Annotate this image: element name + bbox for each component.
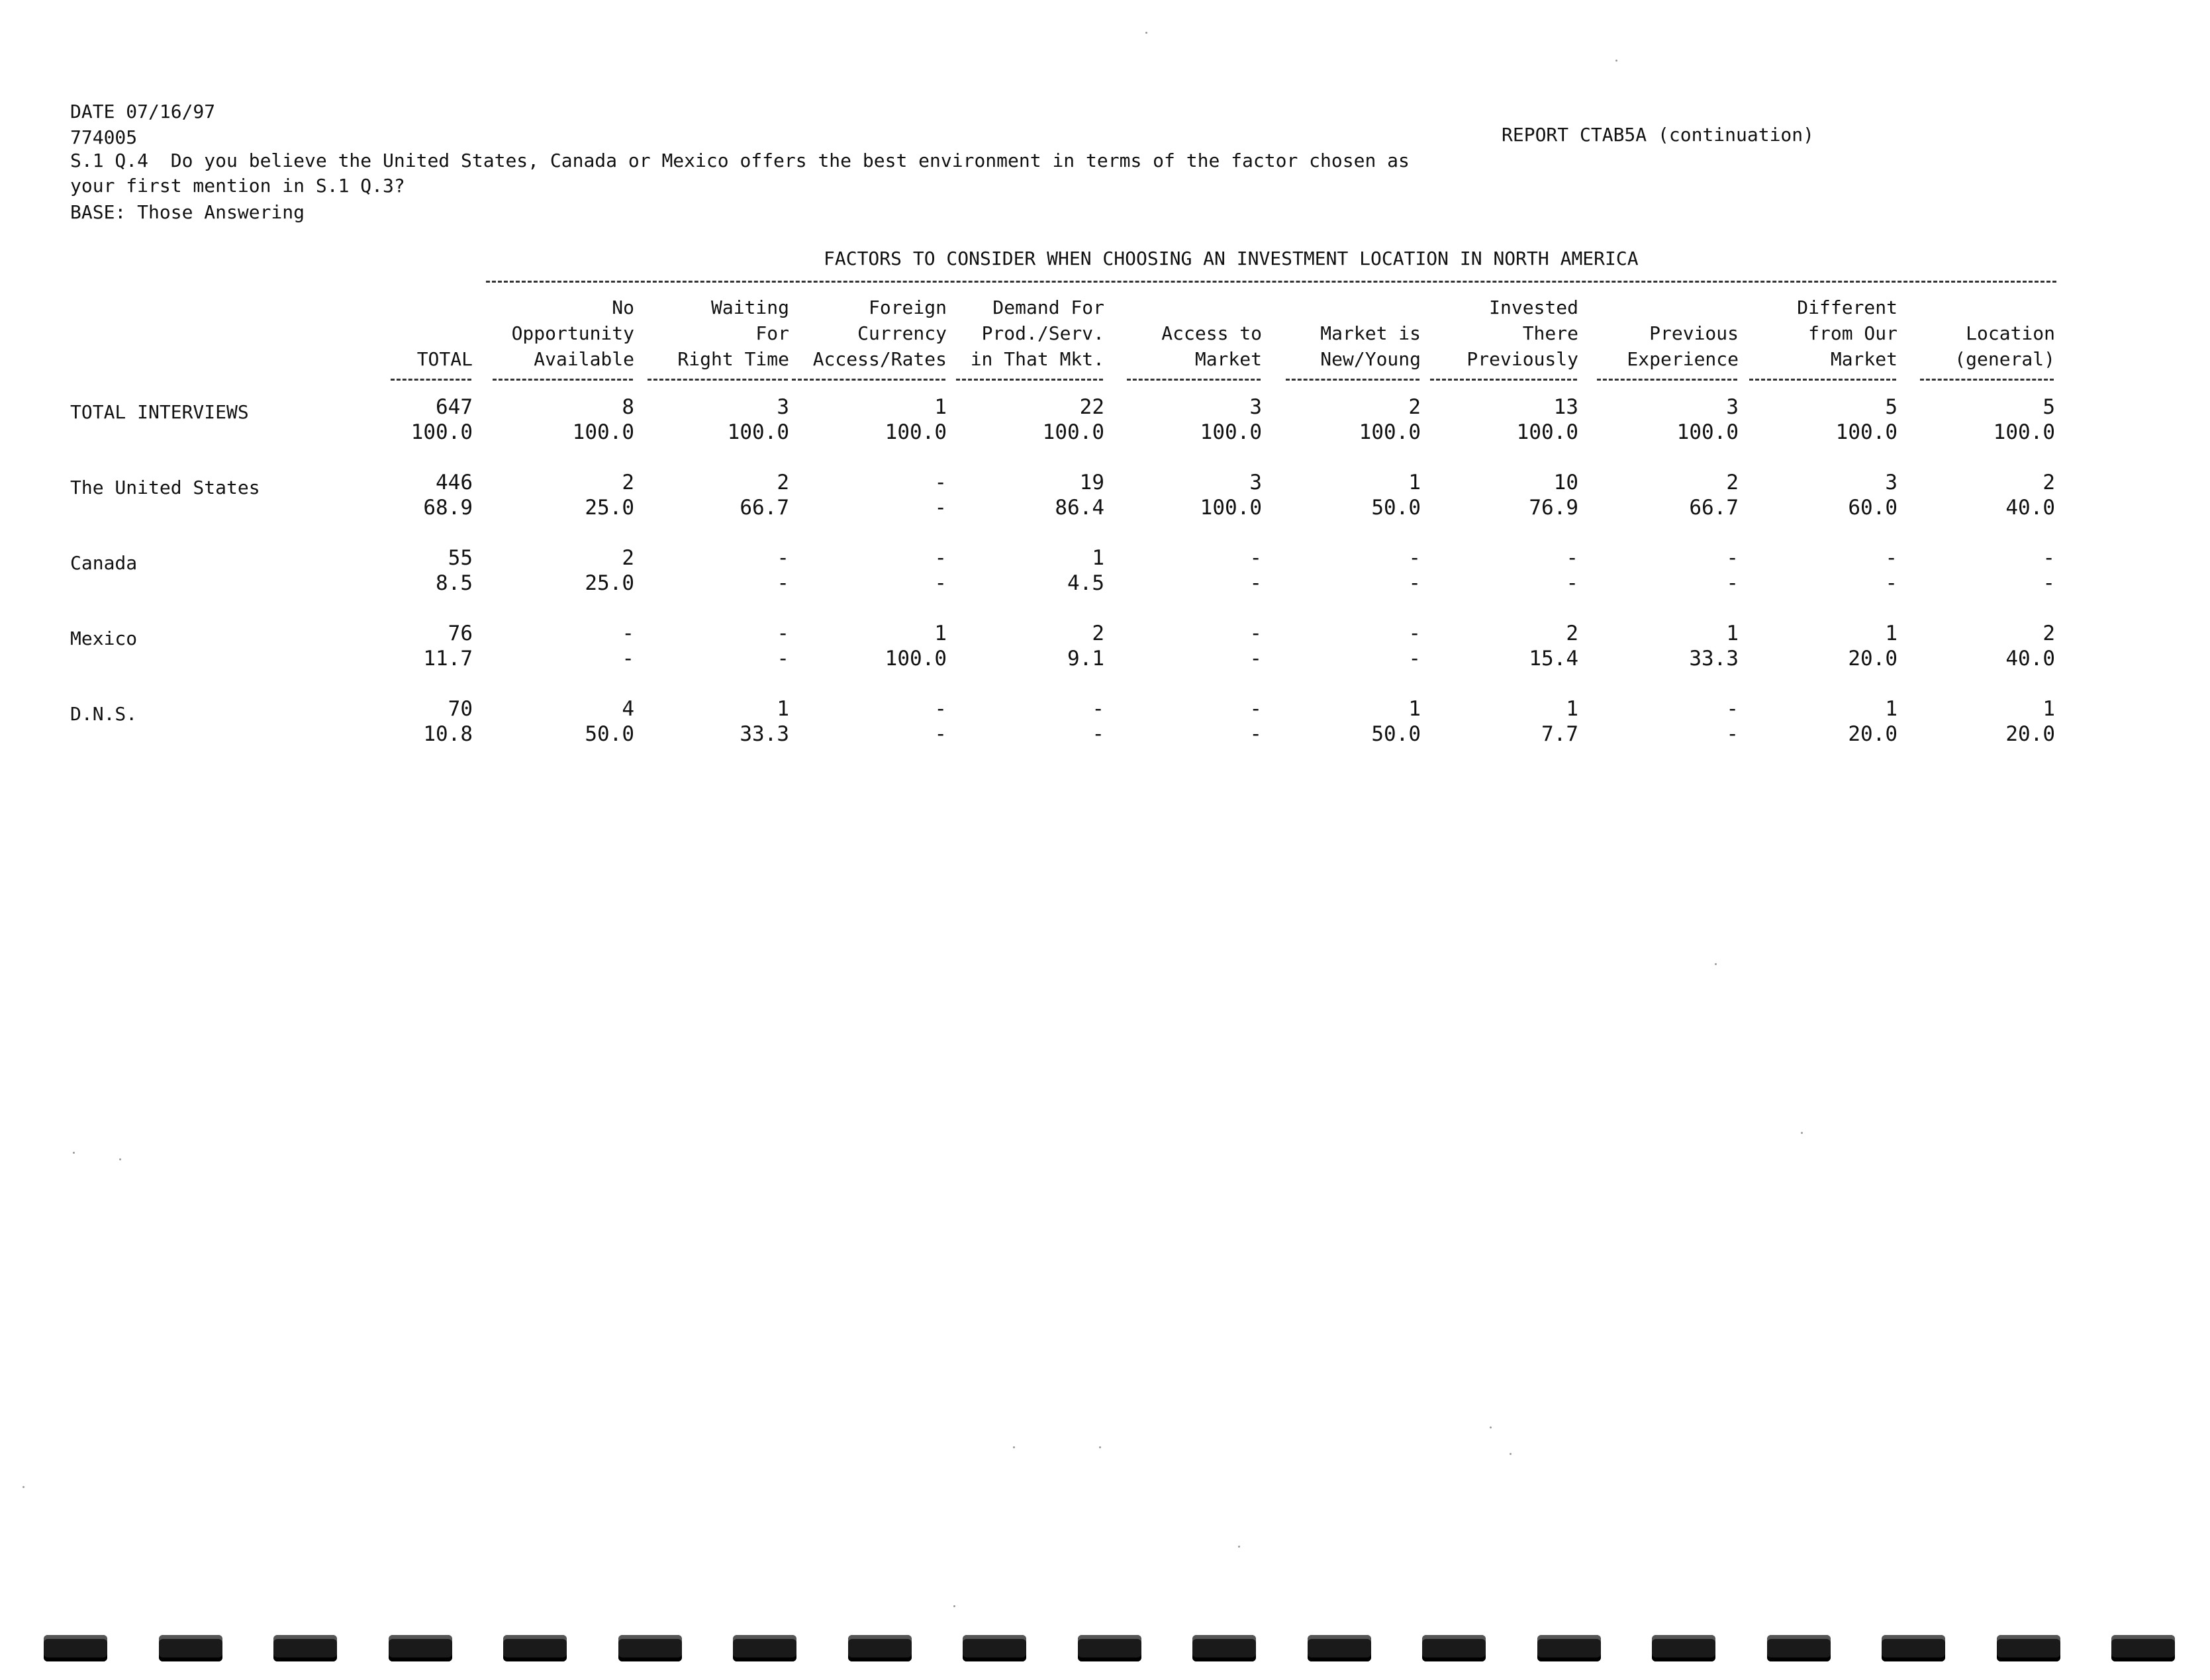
percent-cell: - — [1092, 722, 1104, 746]
count-cell: 1 — [1885, 622, 1898, 645]
percent-cell: 66.7 — [1689, 496, 1739, 520]
perforation-bar — [1078, 1635, 1141, 1661]
column-header-line: (general) — [1954, 348, 2055, 370]
percent-cell: 40.0 — [2005, 647, 2055, 671]
percent-cell: 100.0 — [410, 420, 473, 444]
count-cell: 1 — [1408, 697, 1421, 721]
column-header-7 — [1426, 295, 1578, 372]
count-cell: 1 — [934, 395, 947, 419]
question-line-2: your first mention in S.1 Q.3? — [70, 175, 405, 197]
count-cell: - — [2042, 546, 2055, 570]
percent-cell: - — [1408, 647, 1421, 671]
scan-speck — [1099, 1446, 1101, 1448]
column-header-3 — [788, 295, 947, 372]
perforation-bar — [1422, 1635, 1486, 1661]
count-cell: - — [1726, 697, 1739, 721]
percent-cell: 50.0 — [1371, 722, 1421, 746]
percent-cell: - — [1566, 571, 1578, 595]
column-header-8 — [1593, 295, 1739, 372]
column-header-line: For — [755, 322, 789, 344]
count-cell: 2 — [622, 471, 634, 494]
count-cell: - — [1566, 546, 1578, 570]
banner-rule — [486, 281, 2056, 283]
percent-cell: 100.0 — [1993, 420, 2055, 444]
percent-cell: - — [1249, 571, 1262, 595]
perforation-bar — [1308, 1635, 1371, 1661]
column-underline — [391, 379, 471, 381]
perforation-strip — [0, 1635, 2210, 1667]
column-header-line: Invested — [1489, 297, 1578, 318]
count-cell: 76 — [448, 622, 473, 645]
column-header-4 — [952, 295, 1104, 372]
percent-cell: 66.7 — [740, 496, 789, 520]
percent-cell: 100.0 — [1200, 420, 1262, 444]
perforation-bar — [618, 1635, 682, 1661]
percent-cell: 8.5 — [436, 571, 473, 595]
count-cell: 2 — [1566, 622, 1578, 645]
perforation-bar — [1767, 1635, 1831, 1661]
count-cell: 2 — [1408, 395, 1421, 419]
scan-speck — [1145, 32, 1147, 34]
count-cell: - — [1885, 546, 1898, 570]
column-underline — [1597, 379, 1737, 381]
column-header-line: Access/Rates — [812, 348, 947, 370]
count-cell: 19 — [1079, 471, 1104, 494]
column-header-line: Different — [1797, 297, 1898, 318]
scan-speck — [119, 1158, 121, 1160]
count-cell: 13 — [1553, 395, 1578, 419]
percent-cell: - — [1249, 647, 1262, 671]
perforation-bar — [2111, 1635, 2175, 1661]
column-header-line: Available — [534, 348, 634, 370]
row-label: Canada — [70, 552, 138, 574]
perforation-bar — [848, 1635, 912, 1661]
percent-cell: 50.0 — [1371, 496, 1421, 520]
count-cell: 1 — [1566, 697, 1578, 721]
base-note: BASE: Those Answering — [70, 201, 305, 223]
count-cell: - — [777, 622, 789, 645]
row-label: D.N.S. — [70, 703, 138, 725]
column-header-line: Prod./Serv. — [981, 322, 1104, 344]
column-header-line: Currency — [857, 322, 947, 344]
column-header-line: Location — [1966, 322, 2055, 344]
report-date: DATE 07/16/97 — [70, 101, 216, 122]
count-cell: 8 — [622, 395, 634, 419]
scan-speck — [1801, 1132, 1803, 1134]
column-header-line: Waiting — [710, 297, 789, 318]
perforation-bar — [503, 1635, 567, 1661]
report-id: REPORT CTAB5A (continuation) — [1502, 124, 1815, 146]
count-cell: 5 — [1885, 395, 1898, 419]
count-cell: 2 — [2042, 622, 2055, 645]
percent-cell: 100.0 — [885, 647, 947, 671]
column-underline — [1430, 379, 1577, 381]
perforation-bar — [1192, 1635, 1256, 1661]
percent-cell: - — [934, 571, 947, 595]
row-label: The United States — [70, 477, 260, 498]
percent-cell: 60.0 — [1848, 496, 1898, 520]
percent-cell: 50.0 — [585, 722, 634, 746]
count-cell: 1 — [1092, 546, 1104, 570]
count-cell: - — [1726, 546, 1739, 570]
percent-cell: 33.3 — [740, 722, 789, 746]
count-cell: 3 — [777, 395, 789, 419]
percent-cell: 100.0 — [1516, 420, 1578, 444]
column-underline — [1920, 379, 2054, 381]
column-header-line: Access to — [1161, 322, 1262, 344]
percent-cell: - — [934, 496, 947, 520]
question-text — [70, 148, 1410, 199]
perforation-bar — [1537, 1635, 1601, 1661]
percent-cell: 86.4 — [1055, 496, 1104, 520]
column-header-line: Previously — [1466, 348, 1578, 370]
column-header-line: Market is — [1320, 322, 1421, 344]
percent-cell: 76.9 — [1529, 496, 1578, 520]
question-line-1: S.1 Q.4 Do you believe the United States, Canada or Mexico offers the best environment in terms of the factor chosen as — [70, 150, 1410, 171]
percent-cell: - — [934, 722, 947, 746]
count-cell: 2 — [2042, 471, 2055, 494]
percent-cell: 100.0 — [885, 420, 947, 444]
column-underline — [956, 379, 1103, 381]
perforation-bar — [273, 1635, 337, 1661]
percent-cell: 100.0 — [1676, 420, 1739, 444]
count-cell: 2 — [777, 471, 789, 494]
job-number: 774005 — [70, 126, 138, 148]
percent-cell: 40.0 — [2005, 496, 2055, 520]
perforation-bar — [44, 1635, 107, 1661]
count-cell: - — [934, 471, 947, 494]
percent-cell: 25.0 — [585, 496, 634, 520]
count-cell: 70 — [448, 697, 473, 721]
count-cell: 3 — [1249, 471, 1262, 494]
perforation-bar — [1652, 1635, 1715, 1661]
count-cell: 22 — [1079, 395, 1104, 419]
count-cell: - — [1092, 697, 1104, 721]
count-cell: 446 — [436, 471, 473, 494]
percent-cell: 7.7 — [1541, 722, 1578, 746]
scan-speck — [1510, 1453, 1512, 1455]
count-cell: 3 — [1726, 395, 1739, 419]
column-header-line: There — [1522, 322, 1578, 344]
column-underline — [792, 379, 945, 381]
scan-speck — [1013, 1446, 1015, 1448]
column-header-10 — [1916, 295, 2055, 372]
scan-speck — [953, 1605, 955, 1607]
column-header-line: Experience — [1627, 348, 1739, 370]
column-underline — [1286, 379, 1419, 381]
count-cell: 10 — [1553, 471, 1578, 494]
count-cell: 1 — [1408, 471, 1421, 494]
percent-cell: 33.3 — [1689, 647, 1739, 671]
count-cell: - — [934, 697, 947, 721]
banner-title: FACTORS TO CONSIDER WHEN CHOOSING AN INVESTMENT LOCATION IN NORTH AMERICA — [824, 248, 1639, 269]
row-label: Mexico — [70, 628, 138, 649]
scan-speck — [1715, 963, 1717, 965]
percent-cell: 10.8 — [423, 722, 473, 746]
scan-speck — [23, 1486, 24, 1488]
column-header-line: TOTAL — [416, 348, 473, 370]
scan-speck — [73, 1152, 75, 1154]
column-underline — [1127, 379, 1261, 381]
count-cell: 55 — [448, 546, 473, 570]
row-label: TOTAL INTERVIEWS — [70, 401, 249, 423]
scan-speck — [1615, 60, 1617, 62]
count-cell: 1 — [2042, 697, 2055, 721]
count-cell: 3 — [1885, 471, 1898, 494]
percent-cell: - — [1726, 571, 1739, 595]
column-header-1 — [489, 295, 634, 372]
column-header-line: Previous — [1649, 322, 1739, 344]
count-cell: 1 — [777, 697, 789, 721]
column-header-line: from Our — [1808, 322, 1898, 344]
scan-speck — [1238, 1546, 1240, 1548]
count-cell: - — [1249, 697, 1262, 721]
count-cell: 3 — [1249, 395, 1262, 419]
column-underline — [648, 379, 788, 381]
percent-cell: - — [622, 647, 634, 671]
perforation-bar — [963, 1635, 1026, 1661]
column-header-line: Demand For — [992, 297, 1104, 318]
column-header-0 — [387, 295, 473, 372]
count-cell: 5 — [2042, 395, 2055, 419]
count-cell: - — [934, 546, 947, 570]
percent-cell: 68.9 — [423, 496, 473, 520]
percent-cell: 100.0 — [1359, 420, 1421, 444]
percent-cell: - — [777, 647, 789, 671]
percent-cell: 100.0 — [572, 420, 634, 444]
column-underline — [493, 379, 633, 381]
column-header-5 — [1123, 295, 1262, 372]
column-header-2 — [644, 295, 789, 372]
count-cell: - — [1249, 622, 1262, 645]
percent-cell: 20.0 — [1848, 647, 1898, 671]
count-cell: - — [622, 622, 634, 645]
percent-cell: - — [777, 571, 789, 595]
percent-cell: 9.1 — [1067, 647, 1104, 671]
column-header-line: Market — [1830, 348, 1898, 370]
perforation-bar — [1882, 1635, 1945, 1661]
percent-cell: 20.0 — [1848, 722, 1898, 746]
column-header-line: New/Young — [1320, 348, 1421, 370]
column-header-line: No — [612, 297, 634, 318]
count-cell: 1 — [934, 622, 947, 645]
perforation-bar — [1997, 1635, 2060, 1661]
count-cell: - — [1408, 546, 1421, 570]
column-header-line: Market — [1194, 348, 1262, 370]
count-cell: 2 — [622, 546, 634, 570]
count-cell: 647 — [436, 395, 473, 419]
percent-cell: - — [1885, 571, 1898, 595]
percent-cell: 100.0 — [1200, 496, 1262, 520]
column-header-line: Right Time — [677, 348, 789, 370]
count-cell: 1 — [1726, 622, 1739, 645]
percent-cell: 11.7 — [423, 647, 473, 671]
perforation-bar — [389, 1635, 452, 1661]
perforation-bar — [733, 1635, 796, 1661]
percent-cell: 15.4 — [1529, 647, 1578, 671]
percent-cell: 100.0 — [1042, 420, 1104, 444]
percent-cell: - — [1249, 722, 1262, 746]
count-cell: 2 — [1726, 471, 1739, 494]
count-cell: - — [1249, 546, 1262, 570]
count-cell: - — [777, 546, 789, 570]
percent-cell: - — [2042, 571, 2055, 595]
percent-cell: 25.0 — [585, 571, 634, 595]
column-header-line: Foreign — [868, 297, 947, 318]
column-header-line: Opportunity — [511, 322, 634, 344]
column-header-9 — [1745, 295, 1898, 372]
count-cell: 2 — [1092, 622, 1104, 645]
scan-speck — [1490, 1426, 1492, 1428]
percent-cell: - — [1726, 722, 1739, 746]
count-cell: 1 — [1885, 697, 1898, 721]
column-header-6 — [1282, 295, 1421, 372]
percent-cell: 4.5 — [1067, 571, 1104, 595]
count-cell: 4 — [622, 697, 634, 721]
column-underline — [1749, 379, 1896, 381]
perforation-bar — [159, 1635, 222, 1661]
percent-cell: - — [1408, 571, 1421, 595]
percent-cell: 100.0 — [1835, 420, 1898, 444]
count-cell: - — [1408, 622, 1421, 645]
column-header-line: in That Mkt. — [970, 348, 1104, 370]
percent-cell: 20.0 — [2005, 722, 2055, 746]
percent-cell: 100.0 — [727, 420, 789, 444]
